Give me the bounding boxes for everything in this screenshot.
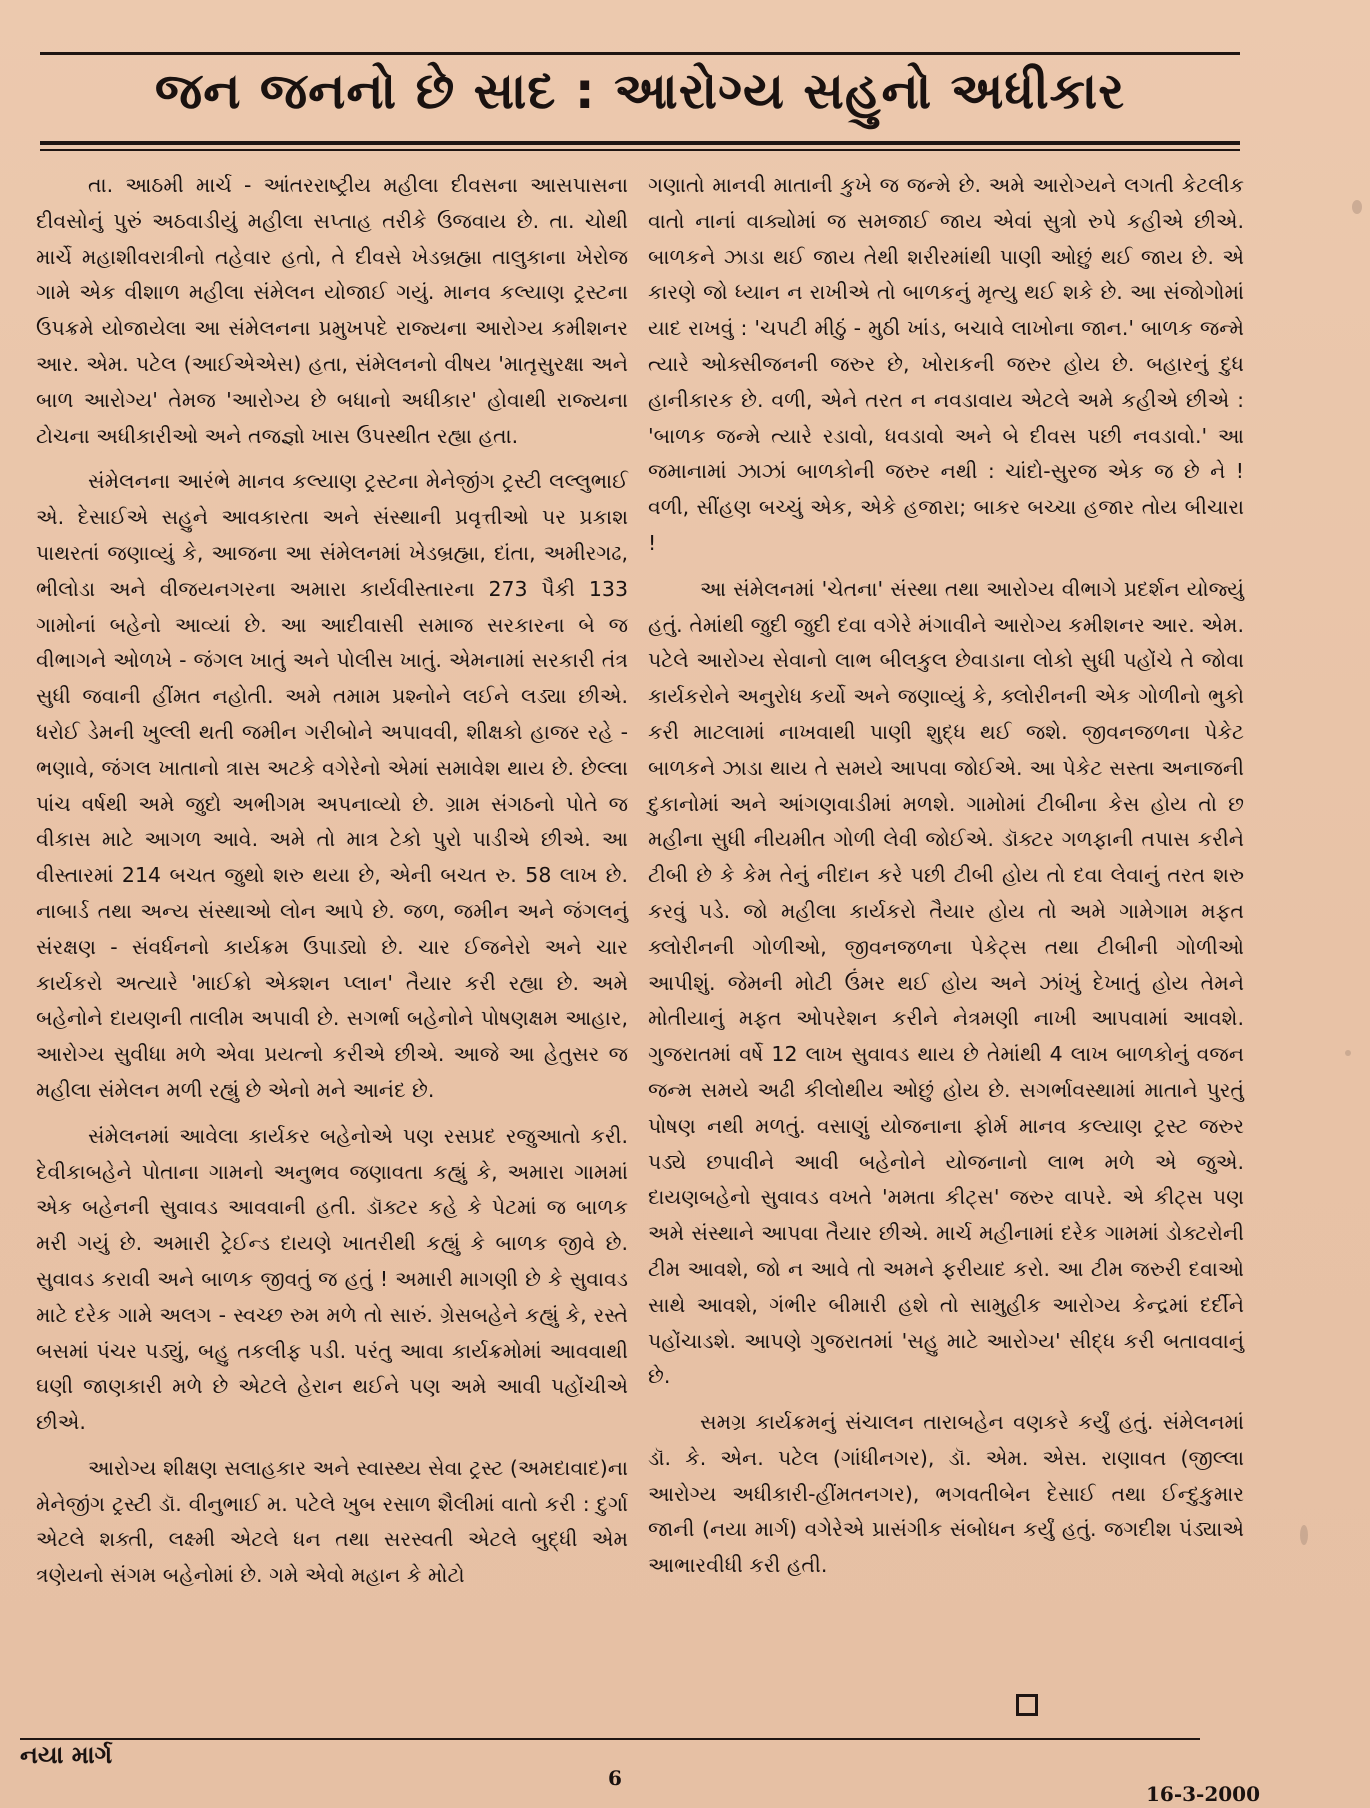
paragraph: સમગ્ર કાર્યક્રમનું સંચાલન તારાબહેન વણકરે કર્યું હતું. સંમેલનમાં ડૉ. કે. એન. પટેલ (ગાંધીનગર), ડૉ. એમ. એસ. રાણાવત (જીલ્લા આરોગ્ય અધીકારી-હીંમતનગર), ભગવતીબેન દેસાઈ તથા ઈન્દુકુમાર જાની (નયા માર્ગ) વગેરેએ પ્રાસંગીક સંબોધન કર્યું હતું. જગદીશ પંડ્યાએ આભારવીધી કરી હતી.: [648, 1410, 1244, 1578]
headline: જન જનનો છે સાદ : આરોગ્ય સહુનો અધીકાર: [154, 62, 1126, 120]
top-rule: [40, 52, 1240, 55]
paragraph: તા. આઠમી માર્ચ - આંતરરાષ્ટ્રીય મહીલા દીવસના આસપાસના દીવસોનું પુરું અઠવાડીયું મહીલા સપ્તાહ તરીકે ઉજવાય છે. તા. ચોથી માર્ચે મહાશીવરાત્રીનો તહેવાર હતો, તે દીવસે ખેડબ્રહ્મા તાલુકાના ખેરોજ ગામે એક વીશાળ મહીલા સંમેલન યોજાઈ ગયું. માનવ કલ્યાણ ટ્રસ્ટના ઉપક્રમે યોજાયેલા આ સંમેલનના પ્રમુખપદે રાજ્યના આરોગ્ય કમીશનર આર. એમ. પટેલ (આઈએએસ) હતા, સંમેલનનો વીષય 'માતૃસુરક્ષા અને બાળ આરોગ્ય' તેમજ 'આરોગ્ય છે બધાનો અધીકાર' હોવાથી રાજ્યના ટોચના અધીકારીઓ અને તજજ્ઞો ખાસ ઉપસ્થીત રહ્યા હતા.: [36, 173, 628, 448]
page-number: 6: [608, 1766, 622, 1790]
paragraph: સંમેલનના આરંભે માનવ કલ્યાણ ટ્રસ્ટના મેનેજીંગ ટ્રસ્ટી લલ્લુભાઈ એ. દેસાઈએ સહુને આવકારતા અને સંસ્થાની પ્રવૃત્તીઓ પર પ્રકાશ પાથરતાં જણાવ્યું કે, આજના આ સંમેલનમાં ખેડબ્રહ્મા, દાંતા, અમીરગઢ, ભીલોડા અને વીજયનગરના અમારા કાર્યવીસ્તારના 273 પૈકી 133 ગામોનાં બહેનો આવ્યાં છે. આ આદીવાસી સમાજ સરકારના બે જ વીભાગને ઓળખે - જંગલ ખાતું અને પોલીસ ખાતું. એમનામાં સરકારી તંત્ર સુધી જવાની હીંમત નહોતી. અમે તમામ પ્રશ્નોને લઈને લડ્યા છીએ. ધરોઈ ડેમની ખુલ્લી થતી જમીન ગરીબોને અપાવવી, શીક્ષકો હાજર રહે - ભણાવે, જંગલ ખાતાનો ત્રાસ અટકે વગેરેનો એમાં સમાવેશ થાય છે. છેલ્લા પાંચ વર્ષથી અમે જુદો અભીગમ અપનાવ્યો છે. ગ્રામ સંગઠનો પોતે જ વીકાસ માટે આગળ આવે. અમે તો માત્ર ટેકો પુરો પાડીએ છીએ. આ વીસ્તારમાં 214 બચત જુથો શરુ થયા છે, એની બચત રુ. 58 લાખ છે. નાબાર્ડ તથા અન્ય સંસ્થાઓ લોન આપે છે. જળ, જમીન અને જંગલનું સંરક્ષણ - સંવર્ધનનો કાર્યક્રમ ઉપાડ્યો છે. ચાર ઈજનેરો અને ચાર કાર્યકરો અત્યારે 'માઈક્રો એક્શન પ્લાન' તૈયાર કરી રહ્યા છે. અમે બહેનોને દાયણની તાલીમ અપાવી છે. સગર્ભા બહેનોને પોષણક્ષમ આહાર, આરોગ્ય સુવીધા મળે એવા પ્રયત્નો કરીએ છીએ. આજે આ હેતુસર જ મહીલા સંમેલન મળી રહ્યું છે એનો મને આનંદ છે.: [36, 469, 628, 1102]
publication-name: નયા માર્ગ: [20, 1741, 113, 1769]
headline-rule-thick: [40, 141, 1240, 145]
paper-speck: [1345, 1050, 1351, 1056]
paragraph: સંમેલનમાં આવેલા કાર્યકર બહેનોએ પણ રસપ્રદ રજુઆતો કરી. દેવીકાબહેને પોતાના ગામનો અનુભવ જણાવતા કહ્યું કે, અમારા ગામમાં એક બહેનની સુવાવડ આવવાની હતી. ડૉક્ટર કહે કે પેટમાં જ બાળક મરી ગયું છે. અમારી ટ્રેઈન્ડ દાયણે ખાતરીથી કહ્યું કે બાળક જીવે છે. સુવાવડ કરાવી અને બાળક જીવતું જ હતું ! અમારી માગણી છે કે સુવાવડ માટે દરેક ગામે અલગ - સ્વચ્છ રુમ મળે તો સારું. ગ્રેસબહેને કહ્યું કે, રસ્તે બસમાં પંચર પડ્યું, બહુ તકલીફ પડી. પરંતુ આવા કાર્યક્રમોમાં આવવાથી ઘણી જાણકારી મળે છે એટલે હેરાન થઈને પણ અમે આવી પહોંચીએ છીએ.: [36, 1123, 628, 1435]
paper-speck: [1352, 200, 1362, 214]
headline-rule-thin: [40, 149, 1240, 151]
issue-date: 16-3-2000: [1145, 1782, 1260, 1806]
article-end-mark: [1016, 1694, 1038, 1716]
paragraph: આ સંમેલનમાં 'ચેતના' સંસ્થા તથા આરોગ્ય વીભાગે પ્રદર્શન યોજ્યું હતું. તેમાંથી જુદી જુદી દવા વગેરે મંગાવીને આરોગ્ય કમીશનર આર. એમ. પટેલે આરોગ્ય સેવાનો લાભ બીલકુલ છેવાડાના લોકો સુધી પહોંચે તે જોવા કાર્યકરોને અનુરોધ કર્યો અને જણાવ્યું કે, ક્લોરીનની એક ગોળીનો ભુકો કરી માટલામાં નાખવાથી પાણી શુદ્ધ થઈ જશે. જીવનજળના પેકેટ બાળકને ઝાડા થાય તે સમયે આપવા જોઈએ. આ પેકેટ સસ્તા અનાજની દુકાનોમાં અને આંગણવાડીમાં મળશે. ગામોમાં ટીબીના કેસ હોય તો છ મહીના સુધી નીયમીત ગોળી લેવી જોઈએ. ડૉક્ટર ગળફાની તપાસ કરીને ટીબી છે કે કેમ તેનું નીદાન કરે પછી ટીબી હોય તો દવા લેવાનું તરત શરુ કરવું પડે. જો મહીલા કાર્યકરો તૈયાર હોય તો અમે ગામેગામ મફત ક્લોરીનની ગોળીઓ, જીવનજળના પેકેટ્સ તથા ટીબીની ગોળીઓ આપીશું. જેમની મોટી ઉંમર થઈ હોય અને ઝાંખું દેખાતું હોય તેમને મોતીયાનું મફત ઓપરેશન કરીને નેત્રમણી નાખી આપવામાં આવશે. ગુજરાતમાં વર્ષે 12 લાખ સુવાવડ થાય છે તેમાંથી 4 લાખ બાળકોનું વજન જન્મ સમયે અઢી કીલોથીય ઓછું હોય છે. સગર્ભાવસ્થામાં માતાને પુરતું પોષણ નથી મળતું. વસાણું યોજનાના ફોર્મ માનવ કલ્યાણ ટ્રસ્ટ જરુર પડ્યે છપાવીને આવી બહેનોને યોજનાનો લાભ મળે એ જુએ. દાયણબહેનો સુવાવડ વખતે 'મમતા કીટ્સ' જરુર વાપરે. એ કીટ્સ પણ અમે સંસ્થાને આપવા તૈયાર છીએ. માર્ચ મહીનામાં દરેક ગામમાં ડોક્ટરોની ટીમ આવશે, જો ન આવે તો અમને ફરીયાદ કરો. આ ટીમ જરુરી દવાઓ સાથે આવશે, ગંભીર બીમારી હશે તો સામુહીક આરોગ્ય કેન્દ્રમાં દર્દીને પહોંચાડશે. આપણે ગુજરાતમાં 'સહુ માટે આરોગ્ય' સીદ્ધ કરી બતાવવાનું છે.: [648, 576, 1244, 1389]
article-column-right: [648, 168, 1244, 1594]
article-column-left: [36, 168, 628, 1604]
paper-speck: [1300, 1525, 1308, 1545]
footer-rule: [20, 1738, 1200, 1740]
paragraph: ગણાતો માનવી માતાની કુખે જ જન્મે છે. અમે આરોગ્યને લગતી કેટલીક વાતો નાનાં વાક્યોમાં જ સમજાઈ જાય એવાં સુત્રો રુપે કહીએ છીએ. બાળકને ઝાડા થઈ જાય તેથી શરીરમાંથી પાણી ઓછું થઈ જાય છે. એ કારણે જો ધ્યાન ન રાખીએ તો બાળકનું મૃત્યુ થઈ શકે છે. આ સંજોગોમાં યાદ રાખવું : 'ચપટી મીઠું - મુઠી ખાંડ, બચાવે લાખોના જાન.' બાળક જન્મે ત્યારે ઓક્સીજનની જરુર છે, ખોરાકની જરુર હોય છે. બહારનું દુધ હાનીકારક છે. વળી, એને તરત ન નવડાવાય એટલે અમે કહીએ છીએ : 'બાળક જન્મે ત્યારે રડાવો, ધવડાવો અને બે દીવસ પછી નવડાવો.' આ જમાનામાં ઝાઝાં બાળકોની જરુર નથી : ચાંદો-સુરજ એક જ છે ને ! વળી, સીંહણ બચ્ચું એક, એકે હજારા; બાકર બચ્ચા હજાર તોય બીચારા !: [648, 173, 1244, 555]
paragraph: આરોગ્ય શીક્ષણ સલાહકાર અને સ્વાસ્થ્ય સેવા ટ્રસ્ટ (અમદાવાદ)ના મેનેજીંગ ટ્રસ્ટી ડૉ. વીનુભાઈ મ. પટેલે ખુબ રસાળ શૈલીમાં વાતો કરી : દુર્ગા એટલે શક્તી, લક્ષ્મી એટલે ધન તથા સરસ્વતી એટલે બુદ્ધી એમ ત્રણેયનો સંગમ બહેનોમાં છે. ગમે એવો મહાન કે મોટો: [36, 1455, 628, 1588]
